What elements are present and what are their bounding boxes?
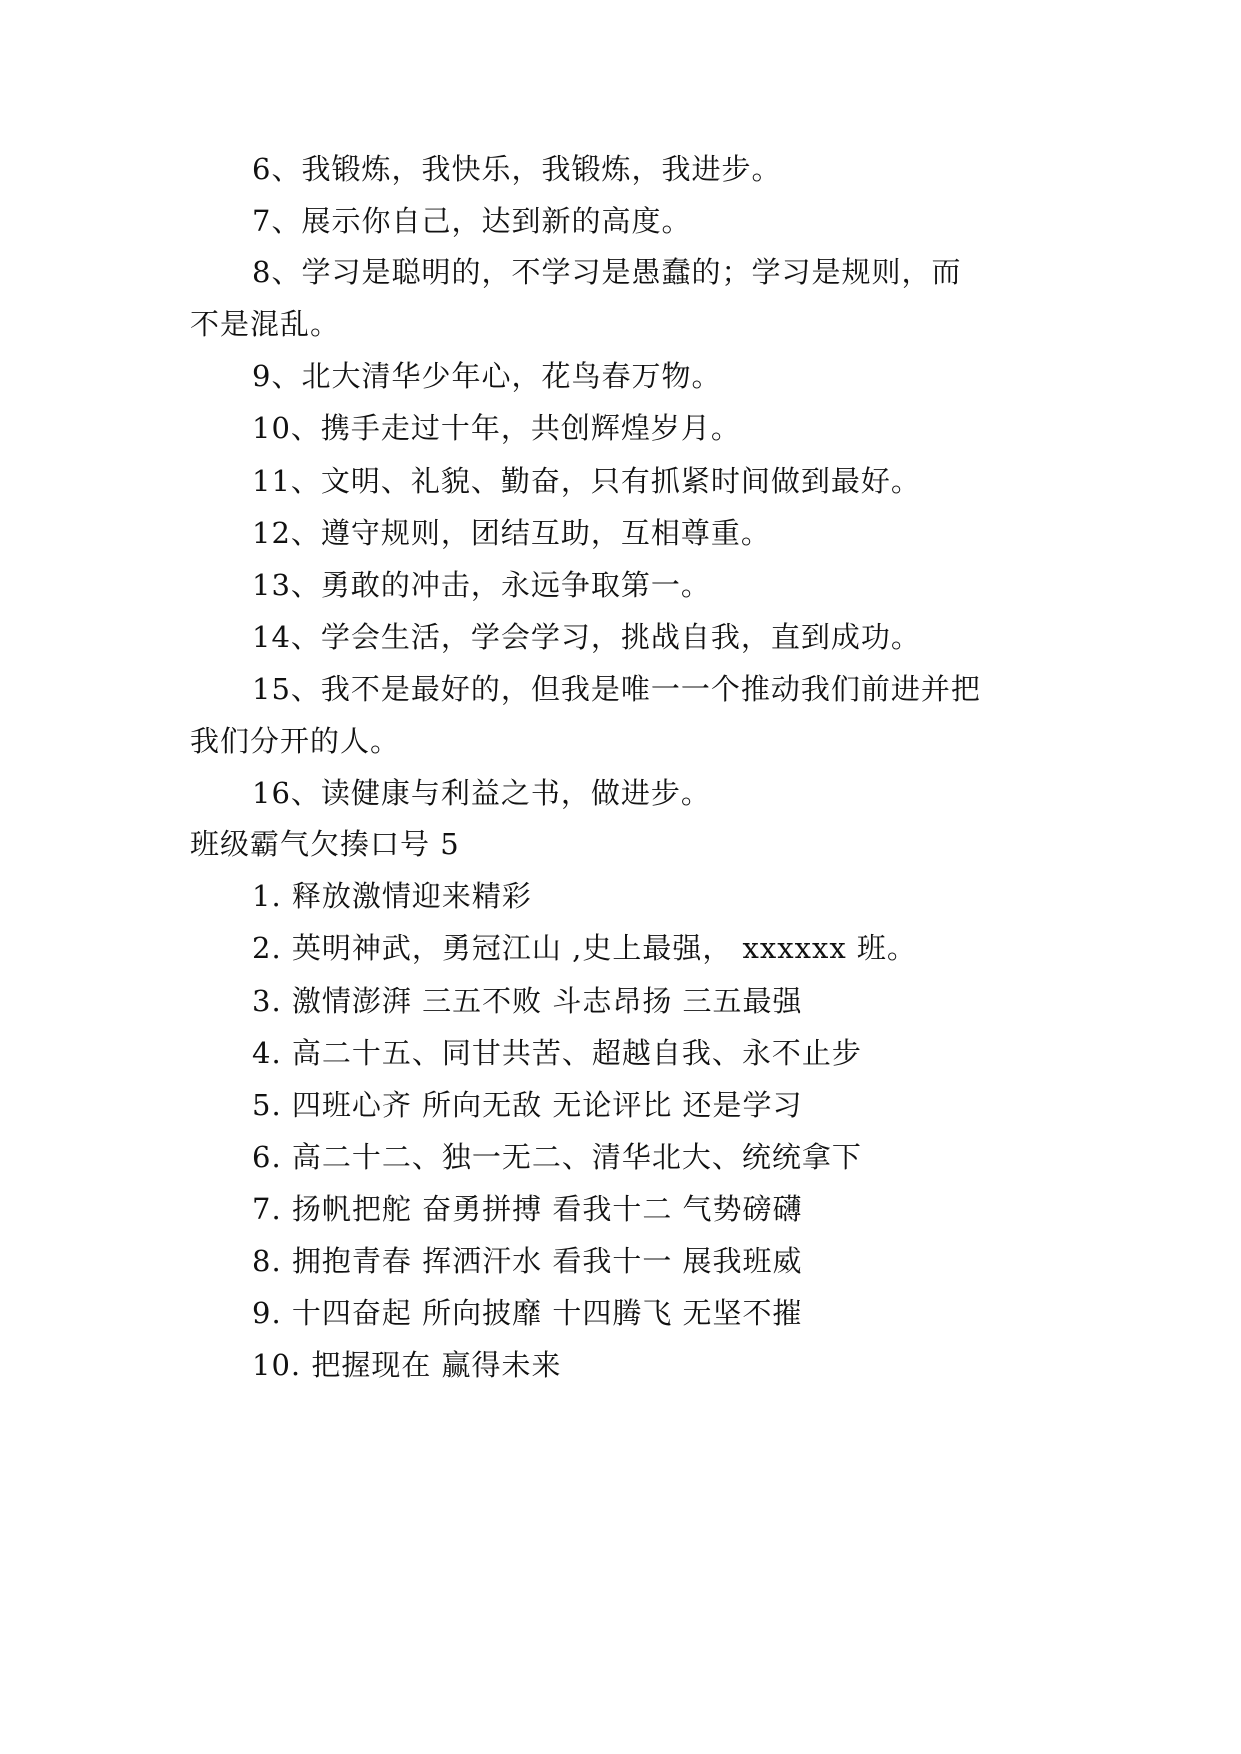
chant-item-3: 3. 激情澎湃 三五不败 斗志昂扬 三五最强 <box>252 984 803 1018</box>
slogan-line-8-continued: 不是混乱。 <box>190 307 341 341</box>
slogan-line-6: 6、我锻炼，我快乐，我锻炼，我进步。 <box>252 152 782 186</box>
chant-item-2: 2. 英明神武，勇冠江山 ,史上最强， xxxxxx 班。 <box>252 931 917 965</box>
section-heading: 班级霸气欠揍口号 5 <box>190 827 460 861</box>
chant-item-5: 5. 四班心齐 所向无敌 无论评比 还是学习 <box>252 1088 803 1122</box>
slogan-line-12: 12、遵守规则，团结互助，互相尊重。 <box>252 516 771 550</box>
chant-item-10: 10. 把握现在 赢得未来 <box>252 1348 562 1382</box>
chant-item-6: 6. 高二十二、独一无二、清华北大、统统拿下 <box>252 1140 862 1174</box>
slogan-line-7: 7、展示你自己，达到新的高度。 <box>252 204 692 238</box>
slogan-line-13: 13、勇敢的冲击，永远争取第一。 <box>252 568 711 602</box>
chant-item-8: 8. 拥抱青春 挥洒汗水 看我十一 展我班威 <box>252 1244 803 1278</box>
slogan-line-11: 11、文明、礼貌、勤奋，只有抓紧时间做到最好。 <box>252 464 921 498</box>
slogan-line-8: 8、学习是聪明的，不学习是愚蠢的；学习是规则，而 <box>252 255 962 289</box>
slogan-line-16: 16、读健康与利益之书，做进步。 <box>252 776 711 810</box>
slogan-line-15-continued: 我们分开的人。 <box>190 724 401 758</box>
slogan-line-14: 14、学会生活，学会学习，挑战自我，直到成功。 <box>252 620 921 654</box>
chant-item-1: 1. 释放激情迎来精彩 <box>252 879 532 913</box>
slogan-line-15: 15、我不是最好的，但我是唯一一个推动我们前进并把 <box>252 672 981 706</box>
chant-item-9: 9. 十四奋起 所向披靡 十四腾飞 无坚不摧 <box>252 1296 803 1330</box>
chant-item-7: 7. 扬帆把舵 奋勇拼搏 看我十二 气势磅礴 <box>252 1192 803 1226</box>
slogan-line-9: 9、北大清华少年心，花鸟春万物。 <box>252 359 722 393</box>
slogan-line-10: 10、携手走过十年，共创辉煌岁月。 <box>252 411 741 445</box>
chant-item-4: 4. 高二十五、同甘共苦、超越自我、永不止步 <box>252 1036 862 1070</box>
